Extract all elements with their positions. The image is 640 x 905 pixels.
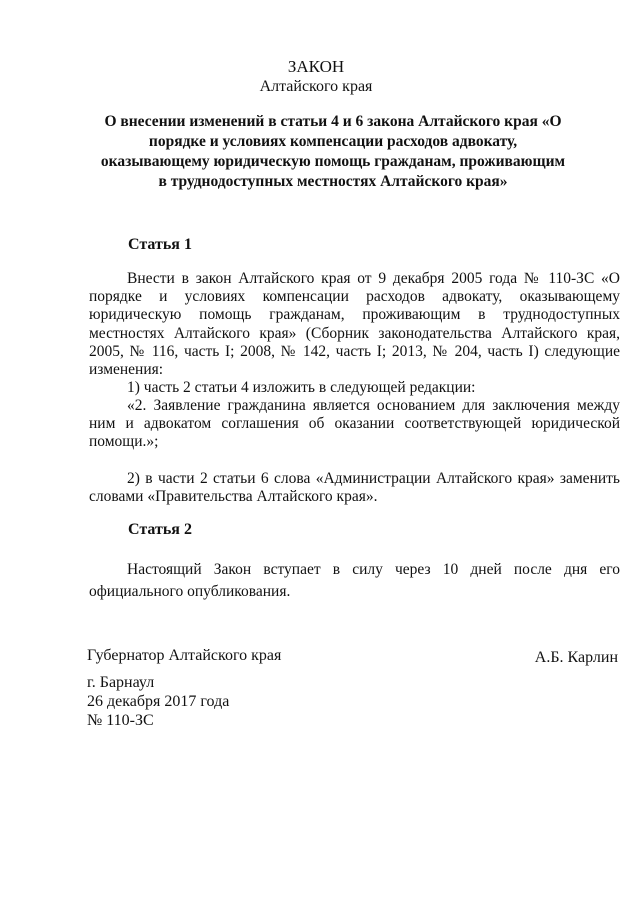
article-2-title: Статья 2	[128, 521, 192, 538]
footer-city: г. Барнаул	[87, 674, 155, 691]
article-2-text: Настоящий Закон вступает в силу через 10 дней после дня его официального опубликования.	[89, 561, 620, 600]
article-1-item-2: 2) в части 2 статьи 6 слова «Администрации Алтайского края» заменить словами «Правительства Алтайского края».	[89, 470, 620, 506]
article-1-intro: Внести в закон Алтайского края от 9 декабря 2005 года № 110-ЗС «О порядке и условиях компенсации расходов адвокату, оказывающему юридическую помощь гражданам, проживающим в труднодоступных местностях Алтайского края» (Сборник законодательства Алтайского края, 2005, № 116, часть I; 2008, № 142, часть I; 2013, № 204, часть I) следующие изменения:	[89, 270, 620, 379]
article-1-item-1: 1) часть 2 статьи 4 изложить в следующей редакции:	[127, 379, 476, 396]
document-heading: О внесении изменений в статьи 4 и 6 закона Алтайского края «О порядке и условиях компенсации расходов адвокату, оказывающему юридическую помощь гражданам, проживающим в труднодоступных местностях Алтайского края»	[100, 113, 566, 190]
signature-position: Губернатор Алтайского края	[87, 647, 282, 664]
article-1-title: Статья 1	[128, 236, 192, 253]
signature-name: А.Б. Карлин	[534, 649, 618, 666]
document-subtitle: Алтайского края	[259, 78, 373, 95]
footer-date: 26 декабря 2017 года	[87, 693, 230, 710]
article-1-item-1-text: «2. Заявление гражданина является основанием для заключения между ним и адвокатом соглашения об оказании соответствующей юридической помощи.»;	[89, 397, 620, 451]
document-footer	[87, 673, 229, 730]
footer-number: № 110-ЗС	[87, 712, 154, 729]
document-title: ЗАКОН	[287, 57, 345, 76]
